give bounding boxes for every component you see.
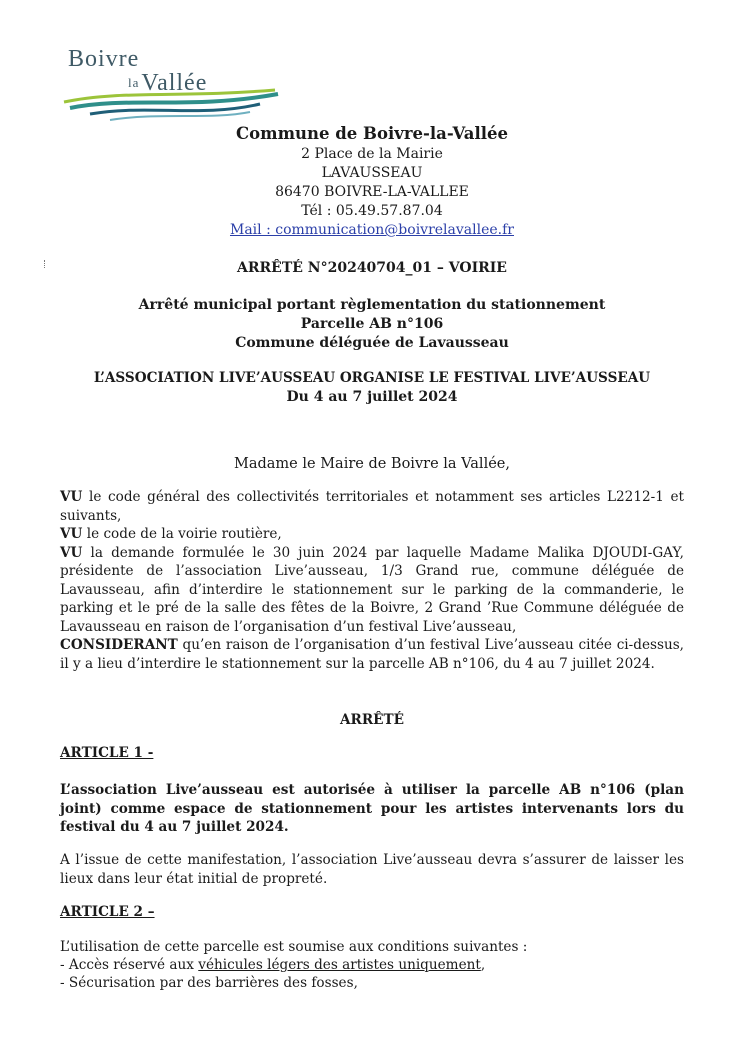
consideration-text: qu’en raison de l’organisation d’un festival Live’ausseau citée ci-dessus, il y a lieu d’interdire le stationnement sur la parcelle AB n°106, du 4 au 7 juillet 2024. <box>60 637 684 672</box>
mail-link[interactable]: Mail : communication@boivrelavallee.fr <box>229 222 514 238</box>
phone-line: Tél : 05.49.57.87.04 <box>301 203 443 219</box>
logo-text-la: la <box>128 75 140 90</box>
arrete-number: ARRÊTÉ N°20240704_01 – VOIRIE <box>237 260 507 276</box>
consideration-4 <box>60 636 684 673</box>
salutation: Madame le Maire de Boivre la Vallée, <box>234 456 510 472</box>
consideration-text: la demande formulée le 30 juin 2024 par laquelle Madame Malika DJOUDI-GAY, présidente de l’association Live’ausseau, 1/3 Grand rue, commune déléguée de Lavausseau, afin d’interdire le stationnement sur le parking de la commanderie, le parking et le pré de la salle des fêtes de la Boivre, 2 Grand ’Rue Commune déléguée de Lavausseau en raison de l’organisation d’un festival Live’ausseau, <box>60 544 684 635</box>
consideration-text: le code général des collectivités territoriales et notamment ses articles L2212-1 et suivants, <box>60 489 684 524</box>
arrete-heading: ARRÊTÉ <box>340 712 404 728</box>
address-line-3: 86470 BOIVRE-LA-VALLEE <box>275 184 469 200</box>
subject-line-3: Commune déléguée de Lavausseau <box>235 335 509 351</box>
consideration-1 <box>60 488 684 525</box>
item-1-suffix: , <box>480 957 486 973</box>
event-line-1: L’ASSOCIATION LIVE’AUSSEAU ORGANISE LE FESTIVAL LIVE’AUSSEAU <box>93 370 651 386</box>
subject-line-1: Arrêté municipal portant règlementation du stationnement <box>138 297 606 313</box>
article-1-bold-text: L’association Live’ausseau est autorisée à utiliser la parcelle AB n°106 (plan joint) comme espace de stationnement pour les artistes intervenants lors du festival du 4 au 7 juillet 2024. <box>60 782 684 835</box>
commune-logo <box>60 40 285 126</box>
consideration-3 <box>60 544 684 637</box>
consideration-label: CONSIDERANT <box>60 637 178 653</box>
commune-name: Commune de Boivre-la-Vallée <box>235 124 509 143</box>
article-2-item-2: - Sécurisation par des barrières des fosses, <box>60 975 358 991</box>
logo-text-boivre: Boivre <box>68 46 140 72</box>
consideration-text: le code de la voirie routière, <box>82 526 282 542</box>
item-1-underlined: véhicules légers des artistes uniquement <box>198 957 481 973</box>
article-1-heading: ARTICLE 1 - <box>60 745 154 761</box>
event-line-2: Du 4 au 7 juillet 2024 <box>286 389 458 405</box>
considerations-block <box>60 488 684 673</box>
consideration-label: VU <box>60 544 83 561</box>
consideration-label: VU <box>60 489 83 505</box>
consideration-2 <box>60 525 684 544</box>
logo-text-la-vallee <box>128 70 207 97</box>
address-line-1: 2 Place de la Mairie <box>301 146 443 162</box>
article-2-intro: L’utilisation de cette parcelle est soumise aux conditions suivantes : <box>60 939 528 955</box>
article-1-text: A l’issue de cette manifestation, l’association Live’ausseau devra s’assurer de laisser les lieux dans leur état initial de propreté. <box>60 852 684 887</box>
address-line-2: LAVAUSSEAU <box>321 165 423 181</box>
item-1-prefix: - Accès réservé aux <box>60 957 199 973</box>
subject-line-2: Parcelle AB n°106 <box>300 316 444 332</box>
consideration-label: VU <box>60 526 83 542</box>
logo-text-vallee: Vallée <box>141 70 208 96</box>
article-2-heading: ARTICLE 2 – <box>60 904 155 920</box>
article-2-item-1 <box>60 956 684 975</box>
